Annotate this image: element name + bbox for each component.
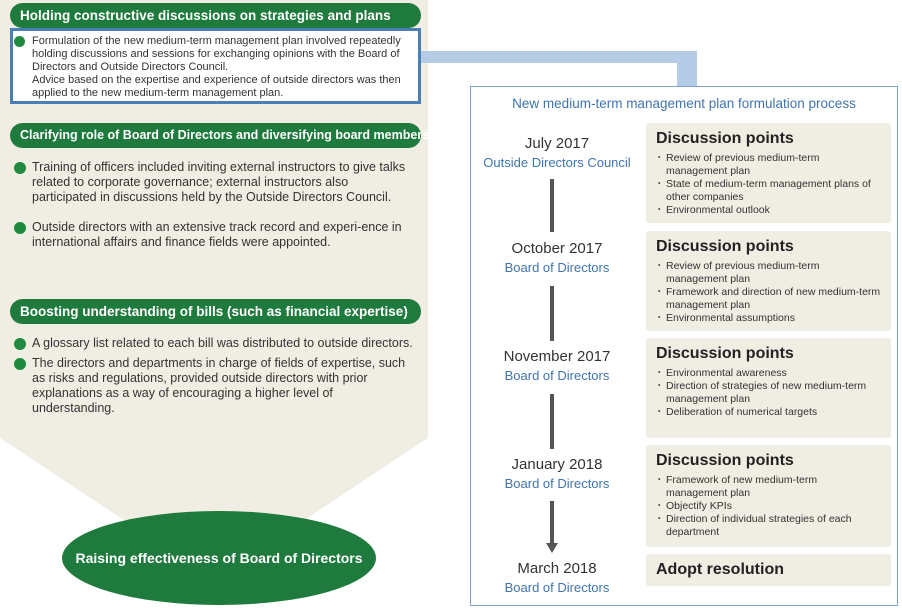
stage-date: July 2017 (524, 135, 590, 152)
stage-november-2017 (471, 348, 643, 384)
discussion-points-box (646, 338, 891, 438)
discussion-list (656, 367, 881, 419)
result-ellipse (62, 511, 376, 605)
stage-march-2018 (471, 560, 643, 596)
stage-date: March 2018 (517, 560, 597, 577)
list-item (14, 220, 414, 250)
discussion-list (656, 260, 881, 325)
section-title-bills: Boosting understanding of bills (such as financial expertise) (10, 299, 421, 324)
resolution-heading: Adopt resolution (656, 561, 784, 578)
list-item: ・ Direction of strategies of new medium-term management plan (656, 380, 881, 406)
list-item: ・ Direction of individual strategies of each department (656, 513, 881, 539)
list-item: ・ Deliberation of numerical targets (656, 406, 881, 419)
discussion-points-box (646, 231, 891, 331)
section2-bullets (14, 160, 414, 260)
stage-body: Board of Directors (504, 476, 610, 491)
arrow-down-icon (546, 543, 558, 553)
timeline-line (550, 501, 554, 545)
list-item: ・ Environmental outlook (656, 204, 881, 217)
resolution-box (646, 554, 891, 586)
process-title: New medium-term management plan formulation process (512, 96, 856, 111)
timeline-line (550, 179, 554, 232)
section-title-discussions: Holding constructive discussions on strategies and plans (10, 3, 421, 28)
stage-date: October 2017 (511, 240, 603, 257)
stage-date: January 2018 (511, 456, 603, 473)
bullet-text: Formulation of the new medium-term management plan involved repeatedly holding discussions and sessions for exchanging opinions with the Board of Directors and Outside Directors Council. Advice based on the expertise and experience of outside directors was then applied to the new medium-term management plan. (32, 35, 401, 99)
list-item: ・ Framework and direction of new medium-term management plan (656, 286, 881, 312)
discussion-heading: Discussion points (656, 130, 794, 147)
list-item: ・ State of medium-term management plans of other companies (656, 178, 881, 204)
list-item: ・ Environmental awareness (656, 367, 881, 380)
list-item: ・ Review of previous medium-term management plan (656, 152, 881, 178)
stage-body: Board of Directors (504, 580, 610, 595)
list-item: ・ Review of previous medium-term management plan (656, 260, 881, 286)
list-item (14, 336, 414, 351)
discussion-points-box (646, 123, 891, 223)
process-panel (470, 86, 898, 606)
section-title-board-role: Clarifying role of Board of Directors and diversifying board members (10, 123, 421, 148)
bullet-text: Training of officers included inviting external instructors to give talks related to corporate governance; external instructors also participated in discussions held by the Outside Directors Council. (32, 160, 406, 204)
discussion-points-box (646, 445, 891, 547)
green-bullet-icon (14, 162, 26, 174)
bullet-text: Outside directors with an extensive track record and experi-ence in international affairs and finance fields were appointed. (32, 220, 402, 249)
discussion-list (656, 152, 881, 217)
list-item (14, 160, 414, 205)
green-bullet-icon (14, 338, 26, 350)
section3-bullets (14, 336, 414, 426)
discussion-heading: Discussion points (656, 452, 794, 469)
list-item: ・ Objectify KPIs (656, 500, 881, 513)
discussion-heading: Discussion points (656, 345, 794, 362)
list-item (14, 356, 414, 416)
timeline-line (550, 286, 554, 341)
discussion-heading: Discussion points (656, 238, 794, 255)
connector-line (421, 51, 697, 63)
timeline-line (550, 394, 554, 449)
stage-july-2017 (471, 135, 643, 171)
list-item (14, 35, 414, 100)
discussion-list (656, 474, 881, 539)
bullet-text: A glossary list related to each bill was distributed to outside directors. (32, 336, 413, 350)
green-bullet-icon (14, 358, 26, 370)
stage-body: Board of Directors (504, 368, 610, 383)
result-text: Raising effectiveness of Board of Directors (75, 550, 363, 566)
connector-line-vertical (677, 51, 697, 87)
stage-october-2017 (471, 240, 643, 276)
stage-january-2018 (471, 456, 643, 492)
bullet-text: The directors and departments in charge of fields of expertise, such as risks and regulations, provided outside directors with prior explanations as a way of encouraging a higher level of understanding. (32, 356, 406, 415)
section1-bullets (14, 35, 414, 100)
list-item: ・ Framework of new medium-term management plan (656, 474, 881, 500)
stage-date: November 2017 (503, 348, 611, 365)
green-bullet-icon (14, 36, 25, 47)
stage-body: Board of Directors (504, 260, 610, 275)
stage-body: Outside Directors Council (483, 155, 631, 170)
green-bullet-icon (14, 222, 26, 234)
list-item: ・ Environmental assumptions (656, 312, 881, 325)
